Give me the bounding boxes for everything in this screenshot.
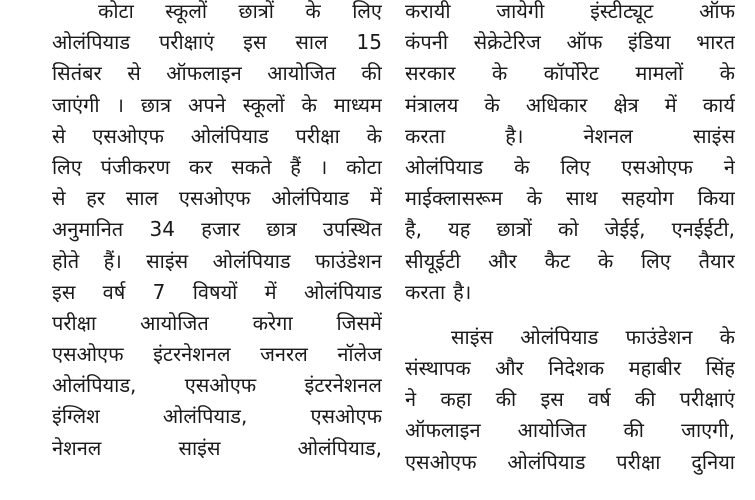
- word: ऑफलाइन: [166, 61, 242, 86]
- word: सितंबर: [52, 61, 102, 86]
- word: सिंह: [705, 356, 735, 381]
- word: परीक्षा: [295, 123, 340, 148]
- word: यह: [448, 217, 471, 242]
- word: इस: [243, 30, 267, 55]
- text-line: [52, 152, 382, 183]
- word: 34: [149, 217, 175, 242]
- word: फाउंडेशन: [315, 248, 382, 273]
- text-line: [405, 415, 735, 446]
- word: कर: [188, 154, 213, 179]
- word: लिए: [640, 248, 671, 273]
- paragraph-gap: [405, 308, 735, 322]
- text-line: [405, 447, 735, 478]
- text-line: [405, 121, 735, 152]
- word: इस: [540, 387, 564, 412]
- text-line: [52, 401, 382, 432]
- word: विषयों: [192, 279, 238, 304]
- word: के: [514, 154, 530, 179]
- word: 15: [356, 30, 382, 55]
- word: ऑफ: [566, 30, 603, 55]
- word: करेगा: [252, 310, 293, 335]
- word: के: [484, 92, 500, 117]
- word: ओलंपियाड: [507, 449, 586, 474]
- word: के: [719, 324, 735, 349]
- word: जिसमें: [336, 310, 382, 335]
- word: करता: [405, 279, 446, 304]
- word: के: [366, 123, 382, 148]
- word: जाएगी,: [681, 418, 735, 443]
- word: स्कूलों: [242, 92, 285, 117]
- text-line: [405, 214, 735, 245]
- word: से: [127, 61, 141, 86]
- text-line: [52, 0, 382, 27]
- word: की: [634, 387, 656, 412]
- word: ।: [116, 92, 125, 117]
- word: दुनिया: [691, 449, 735, 474]
- article-column-right: [405, 0, 735, 478]
- word: के: [301, 92, 317, 117]
- word: जायेगी: [496, 0, 545, 23]
- text-line: [52, 27, 382, 58]
- word: एसओएफ: [405, 449, 477, 474]
- text-line: [405, 322, 735, 353]
- word: परीक्षा: [616, 449, 661, 474]
- text-line: [52, 277, 382, 308]
- word: कार्य: [702, 92, 735, 117]
- word: स्कूलों: [165, 0, 208, 23]
- word: साल: [295, 30, 328, 55]
- word: के: [305, 0, 321, 23]
- text-line: [52, 246, 382, 277]
- word: ।: [319, 154, 328, 179]
- word: इंस्टीट्यूट: [590, 0, 654, 23]
- word: मंत्रालय: [405, 92, 459, 117]
- text-line: [405, 27, 735, 58]
- word: एसओएफ: [52, 342, 124, 367]
- text-line: [52, 214, 382, 245]
- word: करायी: [405, 0, 451, 23]
- word: एसओएफ: [621, 154, 693, 179]
- text-line: [52, 90, 382, 121]
- word: साइंस: [692, 123, 735, 148]
- word: लिए: [52, 154, 82, 179]
- word: किया: [697, 186, 735, 211]
- word: ओलंपियाड: [190, 123, 269, 148]
- word: छात्रों: [496, 217, 532, 242]
- text-line: [405, 152, 735, 183]
- word: जाएंगी: [52, 92, 100, 117]
- word: है।: [505, 123, 524, 148]
- word: अनुमानित: [52, 217, 124, 242]
- word: ओलंपियाड: [212, 248, 291, 273]
- word: कोटा: [346, 154, 382, 179]
- word: साथ: [566, 186, 598, 211]
- text-line: [52, 183, 382, 214]
- text-line: [405, 58, 735, 89]
- word: के: [491, 61, 508, 86]
- word: माध्यम: [333, 92, 382, 117]
- word: तैयार: [698, 248, 735, 273]
- text-line: [52, 121, 382, 152]
- text-line: [405, 90, 735, 121]
- word: छात्र: [266, 217, 297, 242]
- word: महाबीर: [628, 356, 682, 381]
- word: भारत: [696, 30, 735, 55]
- word: है,: [405, 217, 422, 242]
- word: परीक्षा: [52, 310, 97, 335]
- word: सीयूईटी: [405, 248, 461, 273]
- word: कोटा: [98, 0, 134, 23]
- word: ओलंपियाड: [52, 30, 131, 55]
- word: कैट: [544, 248, 571, 273]
- word: जनरल: [260, 342, 308, 367]
- text-line: [52, 58, 382, 89]
- word: होते: [52, 248, 80, 273]
- word: हजार: [201, 217, 241, 242]
- word: में: [264, 279, 277, 304]
- word: ऑफ: [699, 0, 735, 23]
- text-line: [405, 353, 735, 384]
- word: लिए: [560, 154, 591, 179]
- word: परीक्षाएं: [158, 30, 215, 55]
- word: निदेशक: [548, 356, 605, 381]
- word: साल: [125, 186, 159, 211]
- word: के: [526, 186, 542, 211]
- word: फाउंडेशन: [625, 324, 693, 349]
- word: ओलंपियाड: [303, 279, 382, 304]
- word: संस्थापक: [405, 356, 471, 381]
- word: वर्ष: [587, 387, 611, 412]
- word: एनईईटी,: [671, 217, 735, 242]
- word: को: [557, 217, 579, 242]
- word: एसओएफ: [184, 373, 257, 398]
- word: इस: [52, 279, 76, 304]
- word: साइंस: [146, 248, 189, 273]
- word: नेशनल: [52, 435, 102, 460]
- word: लिए: [352, 0, 382, 23]
- word: परीक्षाएं: [679, 387, 735, 412]
- text-line: [52, 433, 382, 464]
- word: पंजीकरण: [100, 154, 171, 179]
- word: इंटरनेशनल: [153, 342, 231, 367]
- word: से: [52, 186, 66, 211]
- word: ऑफलाइन: [405, 418, 481, 443]
- text-line: [405, 0, 735, 27]
- word: माईक्लासरूम: [405, 186, 503, 211]
- word: सरकार: [405, 61, 456, 86]
- word: और: [488, 248, 517, 273]
- word: नेशनल: [583, 123, 633, 148]
- word: ओलंपियाड: [271, 186, 350, 211]
- word: ने: [405, 387, 417, 412]
- word: है।: [453, 279, 472, 304]
- word: साइंस: [451, 324, 494, 349]
- word: एसओएफ: [92, 123, 164, 148]
- text-line: [405, 183, 735, 214]
- word: की: [361, 61, 382, 86]
- word: की: [623, 418, 644, 443]
- word: में: [370, 186, 382, 211]
- word: कंपनी: [405, 30, 448, 55]
- word: इंग्लिश: [52, 404, 100, 429]
- word: एसओएफ: [310, 404, 382, 429]
- word: सकते: [231, 154, 272, 179]
- word: क्षेत्र: [613, 92, 639, 117]
- word: साइंस: [178, 435, 221, 460]
- article-column-left: [52, 0, 382, 464]
- word: सेक्रेटेरिज: [473, 30, 541, 55]
- word: की: [495, 387, 517, 412]
- word: और: [495, 356, 524, 381]
- word: मामलों: [635, 61, 684, 86]
- word: के: [719, 61, 735, 86]
- word: ओलंपियाड: [520, 324, 599, 349]
- word: कॉर्पोरेट: [543, 61, 599, 86]
- word: सहयोग: [621, 186, 674, 211]
- text-line: [405, 384, 735, 415]
- word: ओलंपियाड,: [162, 404, 248, 429]
- text-line: [52, 308, 382, 339]
- text-line: [405, 246, 735, 277]
- word: इंटरनेशनल: [304, 373, 382, 398]
- word: वर्ष: [102, 279, 126, 304]
- word: आयोजित: [517, 418, 587, 443]
- word: के: [597, 248, 614, 273]
- text-line: [52, 339, 382, 370]
- word: ओलंपियाड,: [52, 373, 137, 398]
- word: छात्र: [140, 92, 172, 117]
- text-line: [52, 370, 382, 401]
- word: आयोजित: [267, 61, 336, 86]
- word: छात्रों: [238, 0, 274, 23]
- word: नॉलेज: [337, 342, 382, 367]
- word: एसओएफ: [178, 186, 251, 211]
- word: आयोजित: [140, 310, 209, 335]
- word: हर: [86, 186, 106, 211]
- word: करता: [405, 123, 446, 148]
- word: इंडिया: [628, 30, 671, 55]
- word: से: [52, 123, 66, 148]
- word: अधिकार: [525, 92, 588, 117]
- text-line: [405, 277, 735, 308]
- word: हैं।: [103, 248, 122, 273]
- word: 7: [152, 279, 166, 304]
- word: जेईई,: [604, 217, 646, 242]
- word: हैं: [290, 154, 301, 179]
- word: ने: [723, 154, 735, 179]
- word: ओलंपियाड: [405, 154, 484, 179]
- word: कहा: [440, 387, 472, 412]
- word: में: [664, 92, 677, 117]
- word: ओलंपियाड,: [297, 435, 382, 460]
- word: उपस्थित: [322, 217, 382, 242]
- word: अपने: [188, 92, 226, 117]
